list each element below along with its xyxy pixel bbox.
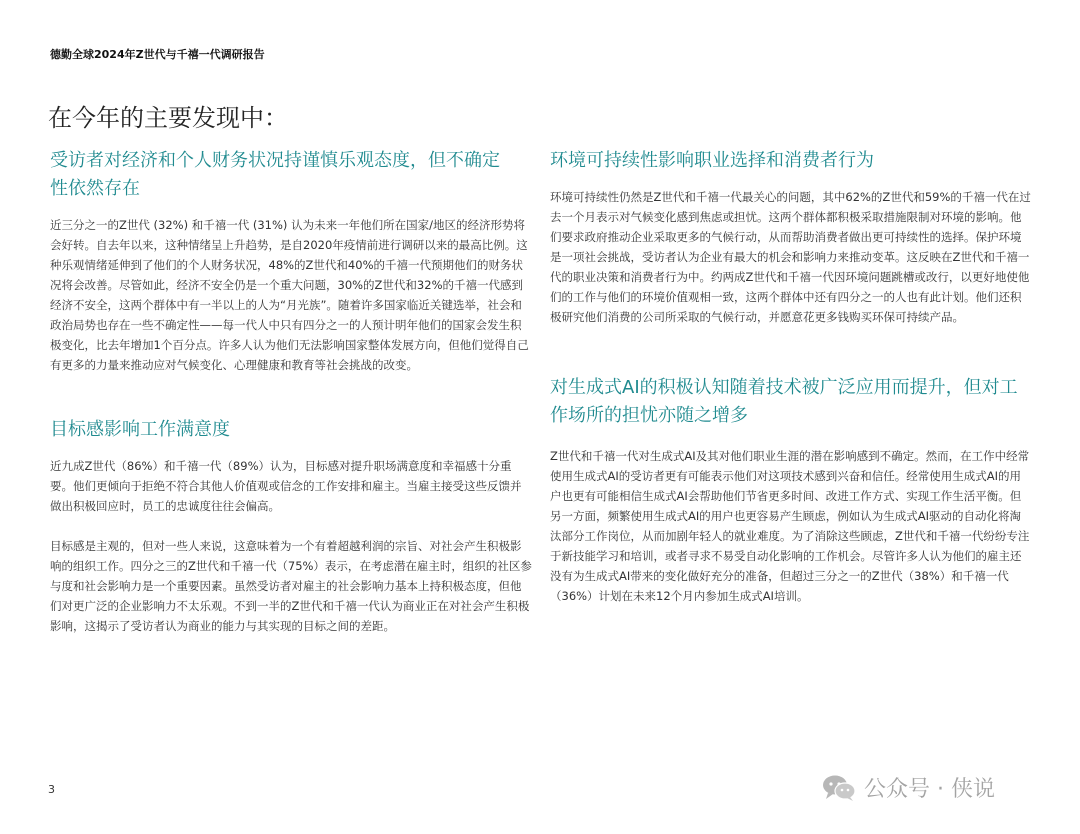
paragraph-genai: Z世代和千禧一代对生成式AI及其对他们职业生涯的潜在影响感到不确定。然而，在工作中经常使用生成式AI的受访者更有可能表示他们对这项技术感到兴奋和信任。经常使用生成式AI的用户也更有可能相信生成式AI会帮助他们节省更多时间、改进工作方式、实现工作生活平衡。但另一方面，频繁使用生成式AI的用户也更容易产生顾虑，例如认为生成式AI驱动的自动化将淘汰部分工作岗位，从而加剧年轻人的就业难度。为了消除这些顾虑，Z世代和千禧一代纷纷专注于新技能学习和培训，或者寻求不易受自动化影响的工作机会。尽管许多人认为他们的雇主还没有为生成式AI带来的变化做好充分的准备，但超过三分之一的Z世代（38%）和千禧一代（36%）计划在未来12个月内参加生成式AI培训。 bbox=[550, 449, 1030, 603]
right-section-genai bbox=[550, 374, 1032, 606]
left-section-economy bbox=[50, 147, 532, 375]
paragraph-purpose-2: 目标感是主观的，但对一些人来说，这意味着为一个有着超越利润的宗旨、对社会产生积极影响的组织工作。四分之三的Z世代和千禧一代（75%）表示，在考虑潜在雇主时，组织的社区参与度和社会影响力是一个重要因素。虽然受访者对雇主的社会影响力基本上持积极态度，但他们对更广泛的企业影响力不太乐观。不到一半的Z世代和千禧一代认为商业正在对社会产生积极影响，这揭示了受访者认为商业的能力与其实现的目标之间的差距。 bbox=[50, 539, 532, 633]
watermark-text: 公众号 · 侠说 bbox=[864, 777, 995, 802]
paragraph-purpose-1: 近九成Z世代（86%）和千禧一代（89%）认为，目标感对提升职场满意度和幸福感十分重要。他们更倾向于拒绝不符合其他人价值观或信念的工作安排和雇主。当雇主接受这些反馈并做出积极回应时，员工的忠诚度往往会偏高。 bbox=[50, 459, 522, 513]
page-number: 3 bbox=[48, 783, 55, 796]
paragraph-sustainability: 环境可持续性仍然是Z世代和千禧一代最关心的问题，其中62%的Z世代和59%的千禧一代在过去一个月表示对气候变化感到焦虑或担忧。这两个群体都积极采取措施限制对环境的影响。他们要求政府推动企业采取更多的气候行动，从而帮助消费者做出更可持续性的选择。保护环境是一项社会挑战，受访者认为企业有最大的机会和影响力来推动变革。这反映在Z世代和千禧一代的职业决策和消费者行为中。约两成Z世代和千禧一代因环境问题跳槽或改行，以更好地使他们的工作与他们的环境价值观相一致，这两个群体中还有四分之一的人也有此计划。他们还积极研究他们消费的公司所采取的气候行动，并愿意花更多钱购买环保可持续产品。 bbox=[550, 190, 1031, 324]
paragraph-economy: 近三分之一的Z世代 (32%) 和千禧一代 (31%) 认为未来一年他们所在国家/地区的经济形势将会好转。自去年以来，这种情绪呈上升趋势，是自2020年疫情前进行调研以来的最高比例。这种乐观情绪延伸到了他们的个人财务状况，48%的Z世代和40%的千禧一代预期他们的财务状况将会改善。尽管如此，经济不安全仍是一个重大问题，30%的Z世代和32%的千禧一代感到经济不安全，这两个群体中有一半以上的人为“月光族”。随着许多国家临近关键选举，社会和政治局势也存在一些不确定性——每一代人中只有四分之一的人预计明年他们的国家会发生积极变化，比去年增加1个百分点。许多人认为他们无法影响国家整体发展方向，但他们觉得自己有更多的力量来推动应对气候变化、心理健康和教育等社会挑战的改变。 bbox=[50, 218, 529, 372]
section-title-genai: 对生成式AI的积极认知随着技术被广泛应用而提升，但对工作场所的担忧亦随之增多 bbox=[550, 377, 1018, 426]
right-section-sustainability bbox=[550, 147, 1032, 327]
section-title-sustainability: 环境可持续性影响职业选择和消费者行为 bbox=[550, 150, 874, 171]
report-header-title: 德勤全球2024年Z世代与千禧一代调研报告 bbox=[50, 48, 265, 61]
left-section-purpose bbox=[50, 416, 532, 636]
watermark bbox=[822, 772, 995, 803]
section-title-economy: 受访者对经济和个人财务状况持谨慎乐观态度，但不确定性依然存在 bbox=[50, 150, 500, 199]
section-title-purpose: 目标感影响工作满意度 bbox=[50, 419, 230, 440]
wechat-icon bbox=[822, 774, 856, 802]
page-heading: 在今年的主要发现中： bbox=[48, 104, 288, 132]
